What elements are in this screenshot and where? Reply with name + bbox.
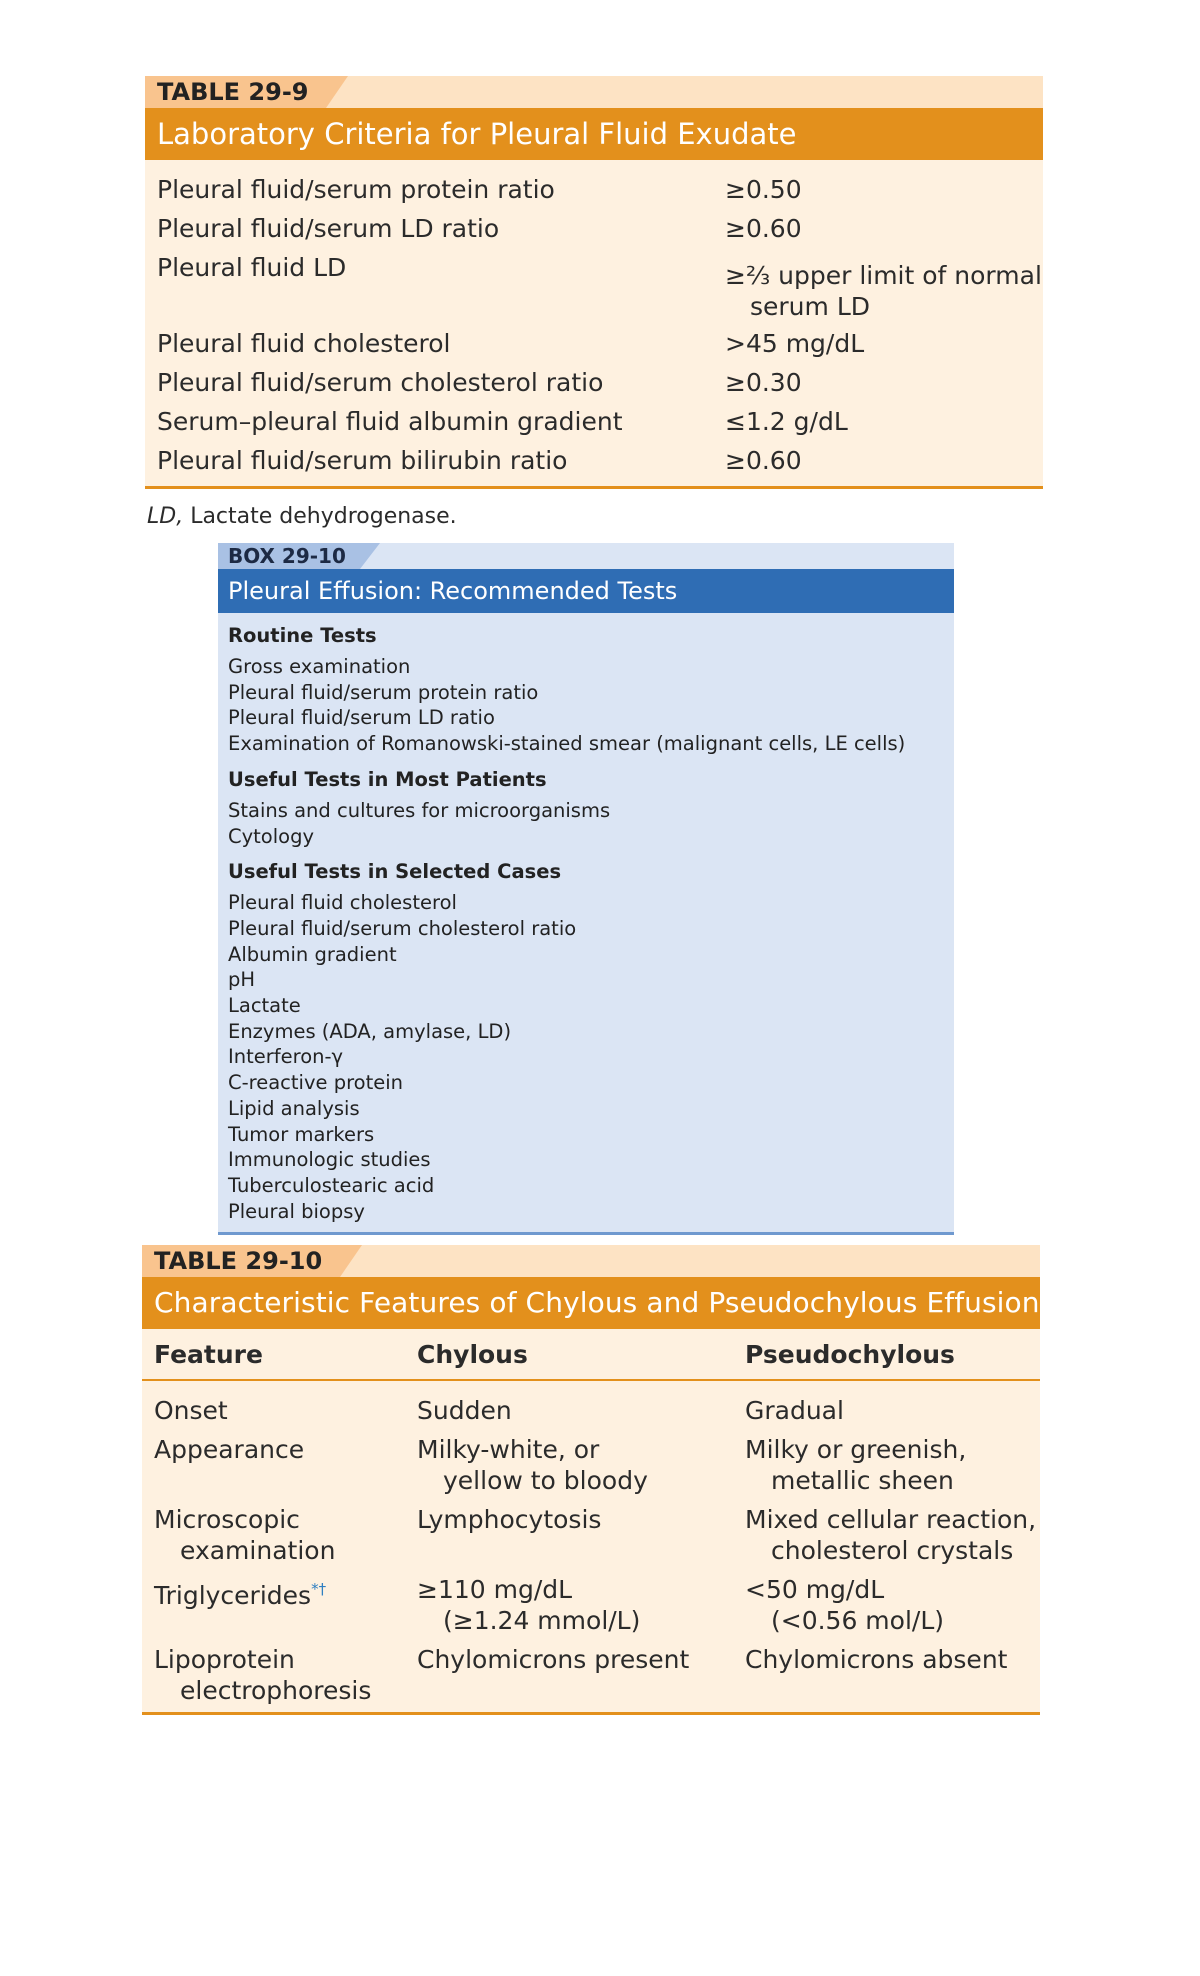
criterion-value: ≥0.30 — [725, 368, 802, 397]
table-body — [145, 160, 1043, 489]
pseudochylous-text: Chylomicrons absent — [745, 1645, 1008, 1674]
chylous-cell — [417, 1395, 745, 1426]
footnote-text: Lactate dehydrogenase. — [183, 504, 457, 529]
list-item: Cytology — [228, 824, 314, 848]
criterion-value: ≥0.60 — [725, 446, 802, 475]
criterion-label: Serum–pleural fluid albumin gradient — [157, 407, 623, 436]
feature-text: Appearance — [154, 1435, 305, 1464]
pseudochylous-text-continuation: (<0.56 mol/L) — [771, 1606, 945, 1635]
box-title: Pleural Effusion: Recommended Tests — [218, 569, 954, 613]
column-header-feature: Feature — [154, 1340, 263, 1369]
feature-text: Triglycerides — [154, 1581, 312, 1610]
footnote-marker: *† — [311, 1580, 327, 1598]
column-header-pseudochylous: Pseudochylous — [745, 1340, 955, 1369]
table-tag-strip — [142, 1245, 1040, 1277]
table-body — [142, 1329, 1040, 1715]
list-item: Pleural biopsy — [228, 1199, 365, 1223]
table-row — [145, 328, 1043, 359]
criterion-label: Pleural fluid/serum LD ratio — [157, 214, 500, 243]
pseudochylous-cell — [745, 1644, 1040, 1706]
table-29-9 — [145, 76, 1043, 489]
list-item: Immunologic studies — [228, 1148, 431, 1172]
footnote-abbreviation: LD, — [147, 504, 184, 529]
list-item: Tuberculostearic acid — [228, 1173, 435, 1197]
chylous-text: Chylomicrons present — [417, 1645, 690, 1674]
feature-cell — [142, 1644, 417, 1706]
column-header-chylous: Chylous — [417, 1340, 528, 1369]
pseudochylous-cell — [745, 1434, 1040, 1496]
table-row — [145, 174, 1043, 205]
feature-text-continuation: examination — [180, 1536, 336, 1565]
list-item: Pleural fluid/serum cholesterol ratio — [228, 916, 577, 940]
feature-text: Lipoprotein — [154, 1645, 295, 1674]
feature-cell — [142, 1574, 417, 1636]
table-tag: TABLE 29-9 — [145, 76, 326, 108]
table-footnote — [147, 502, 457, 532]
criterion-label: Pleural fluid cholesterol — [157, 329, 451, 358]
table-row — [145, 406, 1043, 437]
chylous-text-continuation: yellow to bloody — [443, 1466, 648, 1495]
list-item: Gross examination — [228, 655, 411, 678]
pseudochylous-cell — [745, 1574, 1040, 1636]
feature-cell — [142, 1434, 417, 1496]
box-body — [218, 613, 954, 1235]
table-tag: TABLE 29-10 — [142, 1245, 340, 1277]
pseudochylous-cell — [745, 1395, 1040, 1426]
table-header-row — [142, 1329, 1040, 1381]
pseudochylous-text: Mixed cellular reaction, — [745, 1505, 1037, 1534]
chylous-text-continuation: (≥1.24 mmol/L) — [443, 1606, 641, 1635]
table-row — [142, 1644, 1040, 1706]
table-row — [142, 1434, 1040, 1496]
table-title: Characteristic Features of Chylous and Pseudochylous Effusions — [142, 1277, 1040, 1329]
list-item: Lactate — [228, 994, 301, 1018]
pseudochylous-text-continuation: cholesterol crystals — [771, 1536, 1014, 1565]
feature-cell — [142, 1504, 417, 1566]
feature-text-continuation: electrophoresis — [180, 1676, 372, 1705]
table-row — [145, 252, 1043, 322]
section-heading: Useful Tests in Selected Cases — [228, 860, 562, 884]
table-row — [145, 445, 1043, 476]
test-list — [228, 798, 944, 849]
table-row — [142, 1395, 1040, 1426]
criterion-value-continuation: serum LD — [750, 292, 871, 321]
criterion-value: ≥0.60 — [725, 214, 802, 243]
test-list — [228, 890, 944, 1224]
chylous-cell — [417, 1434, 745, 1496]
table-row — [145, 213, 1043, 244]
list-item: pH — [228, 968, 256, 992]
pseudochylous-cell — [745, 1504, 1040, 1566]
criterion-value: ≥0.50 — [725, 175, 802, 204]
section-heading: Routine Tests — [228, 624, 377, 647]
list-item: Pleural fluid/serum LD ratio — [228, 706, 495, 730]
chylous-text: Milky-white, or — [417, 1435, 600, 1464]
table-rows — [142, 1381, 1040, 1712]
criterion-label: Pleural fluid/serum protein ratio — [157, 175, 555, 204]
list-item: Lipid analysis — [228, 1096, 360, 1120]
criterion-value — [725, 252, 1043, 322]
feature-text: Onset — [154, 1396, 228, 1425]
table-tag-strip — [145, 76, 1043, 108]
list-item: Pleural fluid/serum protein ratio — [228, 680, 539, 704]
list-item: Albumin gradient — [228, 942, 397, 966]
box-tag-strip — [218, 543, 954, 569]
list-item: Interferon-γ — [228, 1045, 344, 1069]
pseudochylous-text: Gradual — [745, 1396, 844, 1425]
test-list — [228, 654, 944, 757]
criterion-value: ≤1.2 g/dL — [725, 407, 848, 436]
table-row — [145, 367, 1043, 398]
chylous-text: ≥110 mg/dL — [417, 1575, 573, 1604]
criterion-value-line: ≥⅔ upper limit of normal — [725, 261, 1042, 290]
feature-text: Microscopic — [154, 1505, 300, 1534]
box-29-10 — [218, 543, 954, 1235]
chylous-cell — [417, 1574, 745, 1636]
box-tag: BOX 29-10 — [218, 543, 360, 569]
table-29-10 — [142, 1245, 1055, 1715]
chylous-cell — [417, 1504, 745, 1566]
chylous-text: Lymphocytosis — [417, 1505, 602, 1534]
chylous-text: Sudden — [417, 1396, 512, 1425]
list-item: Pleural fluid cholesterol — [228, 891, 457, 915]
list-item: Enzymes (ADA, amylase, LD) — [228, 1019, 512, 1043]
feature-cell — [142, 1395, 417, 1426]
pseudochylous-text-continuation: metallic sheen — [771, 1466, 954, 1495]
table-title: Laboratory Criteria for Pleural Fluid Exudate — [145, 108, 1043, 160]
criterion-label: Pleural fluid/serum cholesterol ratio — [157, 368, 604, 397]
pseudochylous-text: <50 mg/dL — [745, 1575, 885, 1604]
table-row — [142, 1504, 1040, 1566]
table-row — [142, 1574, 1040, 1636]
chylous-cell — [417, 1644, 745, 1706]
list-item: Examination of Romanowski-stained smear (malignant cells, LE cells) — [228, 732, 906, 756]
criterion-label: Pleural fluid LD — [157, 253, 347, 282]
list-item: C-reactive protein — [228, 1071, 404, 1095]
pseudochylous-text: Milky or greenish, — [745, 1435, 967, 1464]
section-heading: Useful Tests in Most Patients — [228, 767, 547, 791]
list-item: Tumor markers — [228, 1122, 375, 1146]
criterion-label: Pleural fluid/serum bilirubin ratio — [157, 446, 568, 475]
list-item: Stains and cultures for microorganisms — [228, 798, 611, 822]
criterion-value: >45 mg/dL — [725, 329, 865, 358]
